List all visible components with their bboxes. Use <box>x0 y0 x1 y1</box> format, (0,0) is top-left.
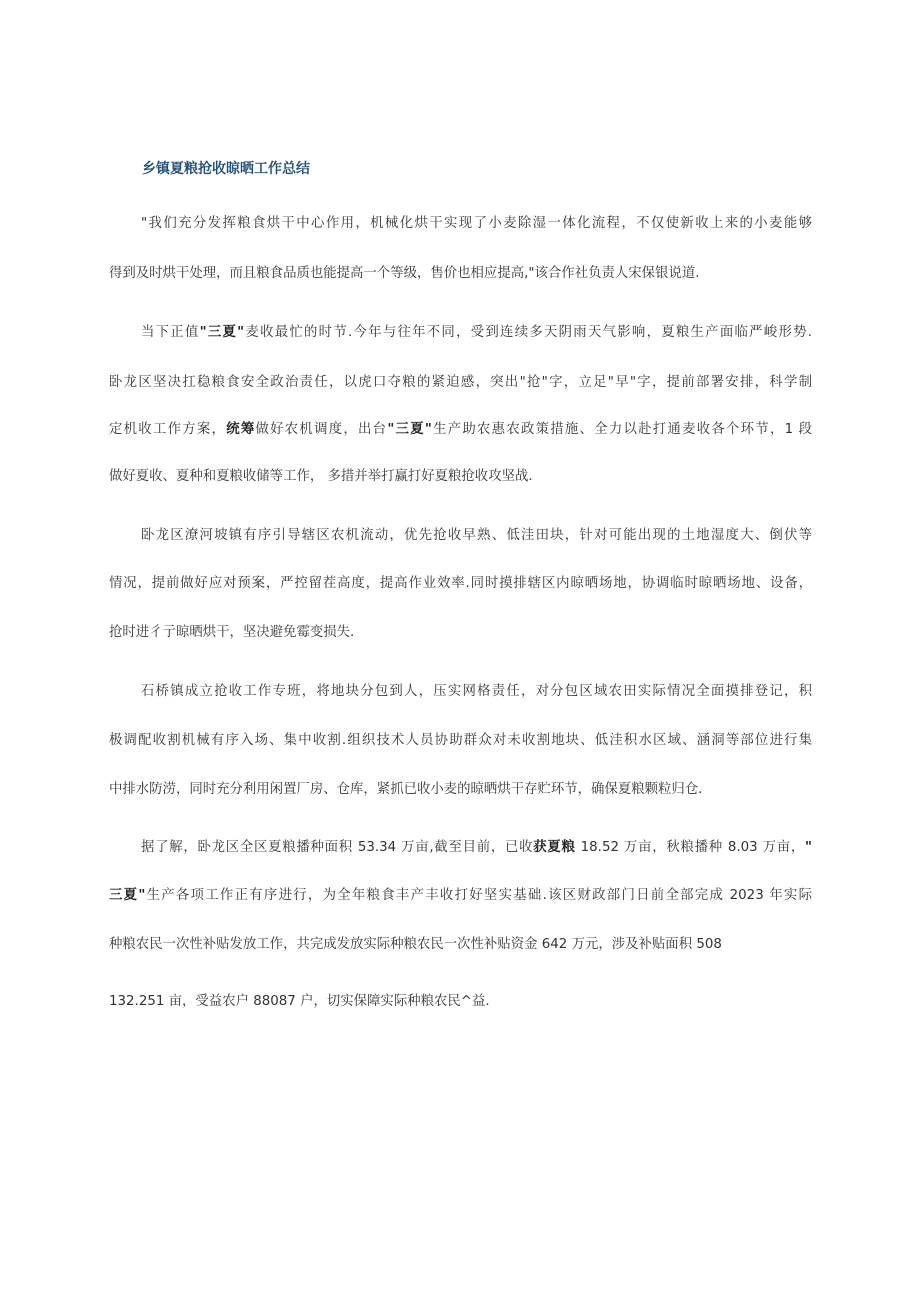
paragraph-5-line-3: 种粮农民一次性补贴发放工作，共完成发放实际种粮农民一次性补贴资金 642 万元，涉及补贴面积 508 <box>109 937 722 952</box>
paragraph-3-line-1: 卧龙区潦河坡镇有序引导辖区农机流动，优先抢收早熟、低洼田块，针对可能出现的土地湿度大、倒伏等 <box>141 528 812 543</box>
paragraph-4-line-2: 极调配收割机械有序入场、集中收割.组织技术人员协助群众对未收割地块、低洼积水区域、涵洞等部位进行集 <box>109 733 812 748</box>
paragraph-1-line-1: "我们充分发挥粮食烘干中心作用，机械化烘干实现了小麦除湿一体化流程，不仅使新收上来的小麦能够 <box>141 216 812 231</box>
paragraph-4-line-1: 石桥镇成立抢收工作专班，将地块分包到人，压实网格责任，对分包区域农田实际情况全面摸排登记，积 <box>141 684 812 699</box>
paragraph-1-line-2: 得到及时烘干处理，而且粮食品质也能提高一个等级，售价也相应提高,"该合作社负责人宋保银说道. <box>109 266 700 281</box>
paragraph-3-line-2: 情况，提前做好应对预案，严控留茬高度，提高作业效率.同时摸排辖区内晾晒场地，协调临时晾晒场地、设备， <box>109 576 812 591</box>
paragraph-5-line-1: 据了解，卧龙区全区夏粮播种面积 53.34 万亩,截至目前，已收获夏粮 18.52 万亩，秋粮播种 8.03 万亩，" <box>141 840 812 855</box>
paragraph-4-line-3: 中排水防涝，同时充分利用闲置厂房、仓库，紧抓已收小麦的晾晒烘干存贮环节，确保夏粮颗粒归仓. <box>109 782 703 797</box>
paragraph-2-line-3: 定机收工作方案，统筹做好农机调度，出台"三夏"生产助农惠农政策措施、全力以赴打通麦收各个环节，1 段 <box>109 422 813 437</box>
paragraph-3-line-3: 抢时进彳亍晾晒烘干，坚决避免霉变损失. <box>109 625 355 640</box>
paragraph-2-line-4: 做好夏收、夏种和夏粮收储等工作， 多措并举打赢打好夏粮抢收攻坚战. <box>109 469 533 484</box>
document-title: 乡镇夏粮抢收晾晒工作总结 <box>142 161 310 177</box>
paragraph-2-line-1: 当下正值"三夏"麦收最忙的时节.今年与往年不同，受到连续多天阴雨天气影响，夏粮生产面临严峻形势. <box>141 325 813 340</box>
paragraph-5-line-4: 132.251 亩，受益农户 88087 户，切实保障实际种粮农民^益. <box>109 994 490 1009</box>
paragraph-2-line-2: 卧龙区坚决扛稳粮食安全政治责任，以虎口夺粮的紧迫感，突出"抢"字，立足"早"字，提前部署安排，科学制 <box>109 375 812 390</box>
paragraph-5-line-2: 三夏"生产各项工作正有序进行，为全年粮食丰产丰收打好坚实基础.该区财政部门日前全部完成 2023 年实际 <box>109 888 812 903</box>
